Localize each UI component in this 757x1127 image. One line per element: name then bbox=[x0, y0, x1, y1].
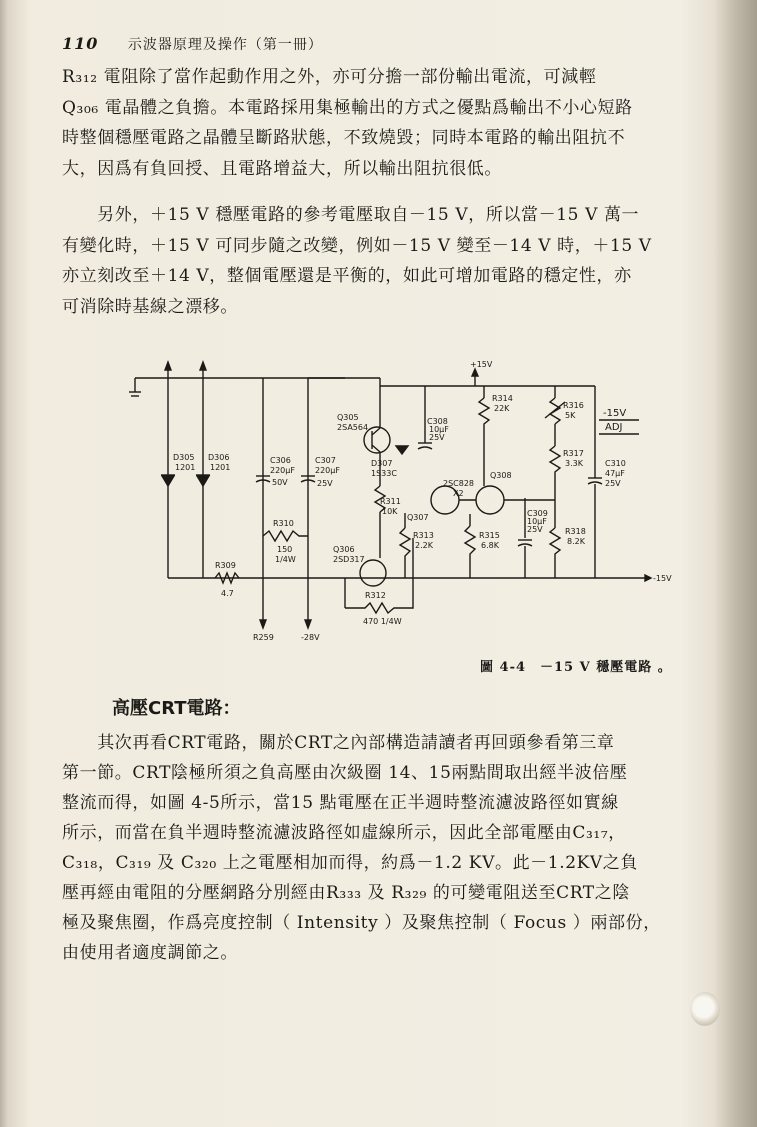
label-r313-value: 2.2K bbox=[415, 541, 433, 550]
circuit-figure bbox=[115, 360, 695, 668]
capacitor-c308-plate bbox=[418, 447, 432, 449]
label-r318-value: 8.2K bbox=[567, 537, 585, 546]
label-c307-value: 220μF bbox=[315, 466, 340, 475]
label-c307: C307 bbox=[315, 456, 336, 465]
label-d305: D305 bbox=[173, 453, 195, 462]
label-r312-value: 470 1/4W bbox=[363, 617, 402, 626]
label-c309-value: 10μF bbox=[527, 517, 547, 526]
paragraph-2: 另外，＋15 V 穩壓電路的參考電壓取自－15 V，所以當－15 V 萬一 有變化時，＋15 V 可同步隨之改變，例如－15 V 變至－14 V 時，＋15 V 亦立刻改至＋14 V，整個電壓還是平衡的，如此可增加電路的穩定性，亦 可消除時基線之漂移。 bbox=[62, 205, 652, 317]
label-d306-value: 1201 bbox=[210, 463, 231, 472]
arrow-up-icon bbox=[472, 369, 478, 376]
label-q306-type: 2SD317 bbox=[333, 555, 365, 564]
label-r310: R310 bbox=[273, 519, 294, 528]
label-c307-voltage: 25V bbox=[317, 479, 333, 488]
page-edge-shadow bbox=[712, 0, 757, 1127]
arrow-up-icon bbox=[165, 362, 171, 370]
arrow-down-icon bbox=[305, 620, 311, 628]
paragraph-1: R₃₁₂ 電阻除了當作起動作用之外，亦可分擔一部份輸出電流，可減輕 Q₃₀₆ 電晶體之負擔。本電路採用集極輸出的方式之優點爲輸出不小心短路 時整個穩壓電路之晶體呈斷路狀態，不致燒毀；同時本電路的輸出阻抗不 大，因爲有負回授、且電路增益大，所以輸出阻抗很低。 bbox=[62, 67, 633, 179]
label-d307: D307 bbox=[371, 459, 393, 468]
label-r318: R318 bbox=[565, 527, 586, 536]
label-d305-value: 1201 bbox=[175, 463, 196, 472]
label-r311: R311 bbox=[380, 497, 401, 506]
label-r309-value: 4.7 bbox=[221, 589, 234, 598]
capacitor-c310-plate bbox=[588, 482, 602, 484]
arrow-down-icon bbox=[260, 620, 266, 628]
label-r309: R309 bbox=[215, 561, 236, 570]
ground-symbol bbox=[129, 378, 141, 396]
label-adj: ADJ bbox=[605, 422, 623, 433]
label-r315: R315 bbox=[479, 531, 500, 540]
diode-d305 bbox=[161, 475, 175, 486]
q305-emitter bbox=[372, 428, 380, 435]
label-r317: R317 bbox=[563, 449, 584, 458]
resistor-r316 bbox=[550, 398, 560, 424]
label-adj-voltage: -15V bbox=[603, 408, 627, 419]
label-d307-type: 1S33C bbox=[371, 469, 397, 478]
label-q306: Q306 bbox=[333, 545, 355, 554]
label-d306: D306 bbox=[208, 453, 230, 462]
label-c308-value: 10μF bbox=[429, 425, 449, 434]
page-number: 110 bbox=[62, 34, 99, 53]
resistor-r317 bbox=[550, 446, 560, 528]
label-q307-type: 2SC828 bbox=[443, 479, 475, 488]
running-title: 示波器原理及操作（第一冊） bbox=[127, 37, 323, 53]
label-plus15: +15V bbox=[470, 360, 493, 369]
zener-d307 bbox=[396, 446, 408, 454]
label-r312: R312 bbox=[365, 591, 386, 600]
figure-caption: 圖 4-4 －15 V 穩壓電路 。 bbox=[480, 660, 672, 675]
resistor-r315 bbox=[465, 526, 475, 578]
transistor-q308 bbox=[476, 486, 504, 514]
label-c308: C308 bbox=[427, 417, 448, 426]
label-r259: R259 bbox=[253, 633, 274, 642]
paper-stain bbox=[690, 992, 720, 1026]
label-r314-value: 22K bbox=[494, 404, 510, 413]
resistor-r312 bbox=[345, 538, 413, 613]
label-c308-voltage: 25V bbox=[429, 433, 445, 442]
label-q307-mark: X2 bbox=[453, 489, 464, 498]
label-c310-value: 47μF bbox=[605, 469, 625, 478]
label-c310-voltage: 25V bbox=[605, 479, 621, 488]
label-r314: R314 bbox=[492, 394, 513, 403]
label-c306-voltage: 50V bbox=[272, 478, 288, 487]
label-r313: R313 bbox=[413, 531, 434, 540]
label-q307: Q307 bbox=[407, 513, 429, 522]
label-c310: C310 bbox=[605, 459, 626, 468]
section-title: 高壓CRT電路： bbox=[112, 698, 241, 719]
label-r316: R316 bbox=[563, 401, 584, 410]
resistor-r313 bbox=[400, 528, 410, 578]
resistor-r318 bbox=[550, 528, 560, 578]
label-minus28: -28V bbox=[301, 633, 320, 642]
label-r310-power: 1/4W bbox=[275, 555, 296, 564]
resistor-r310 bbox=[263, 531, 308, 541]
label-r311-value: 10K bbox=[382, 507, 398, 516]
diode-d306 bbox=[196, 475, 210, 486]
label-r316-value: 5K bbox=[565, 411, 576, 420]
resistor-r314 bbox=[479, 398, 489, 486]
arrow-right-icon bbox=[645, 575, 651, 581]
capacitor-c309-plate bbox=[518, 544, 532, 546]
label-c306-value: 220μF bbox=[270, 466, 295, 475]
arrow-up-icon bbox=[200, 362, 206, 370]
label-c309-voltage: 25V bbox=[527, 525, 543, 534]
label-q305-type: 2SA564 bbox=[337, 423, 369, 432]
page-header bbox=[62, 34, 323, 54]
label-r315-value: 6.8K bbox=[481, 541, 499, 550]
circuit-diagram bbox=[115, 360, 695, 658]
label-c309: C309 bbox=[527, 509, 548, 518]
label-r310-value: 150 bbox=[277, 545, 293, 554]
q305-collector bbox=[372, 445, 380, 452]
label-r317-value: 3.3K bbox=[565, 459, 583, 468]
paragraph-3: 其次再看CRT電路，關於CRT之內部構造請讀者再回頭參看第三章 第一節。CRT陰極所須之負高壓由次級圈 14、15兩點間取出經半波倍壓 整流而得，如圖 4-5所示，當15 點電壓在正半週時整流濾波路徑如實線 所示，而當在負半週時整流濾波路徑如虛線所示，因此全部電壓由C₃₁₇， C₃₁₈，C₃₁₉ 及 C₃₂₀ 上之電壓相加而得，約爲－1.2 KV。此－1.2KV之負 壓再經由電阻的分壓網路分別經由R₃₃₃ 及 R₃₂₉ 的可變電阻送至CRT之陰 極及聚焦圈，作爲亮度控制（ Intensity ）及聚焦控制（ Focus ）兩部份， 由使用者適度調節之。 bbox=[62, 733, 661, 963]
label-q308: Q308 bbox=[490, 471, 512, 480]
label-minus15-out: -15V bbox=[653, 574, 672, 583]
label-q305: Q305 bbox=[337, 413, 359, 422]
label-c306: C306 bbox=[270, 456, 291, 465]
